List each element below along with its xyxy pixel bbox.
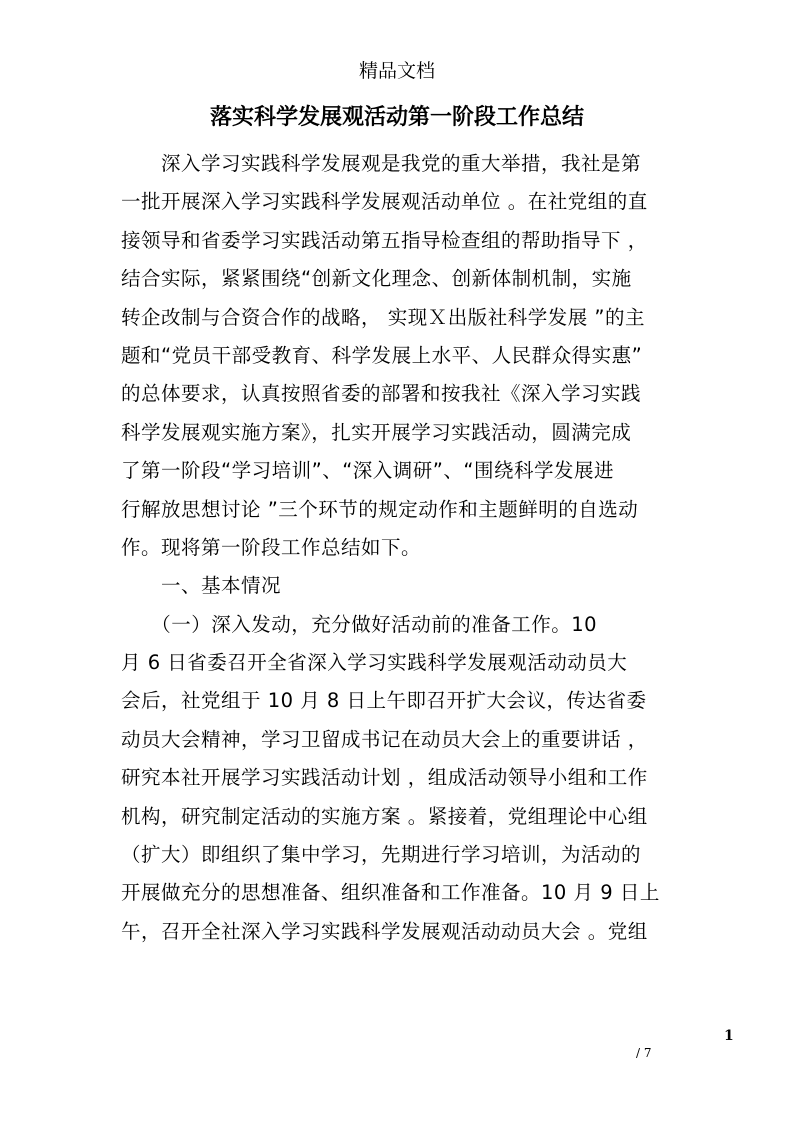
page-header: 精品文档 bbox=[358, 60, 435, 82]
body-line: 科学发展观实施方案》，扎实开展学习实践活动，圆满完成 bbox=[121, 420, 632, 444]
body-line: 题和“党员干部受教育、科学发展上水平、人民群众得实惠” bbox=[121, 343, 643, 367]
document-title: 落实科学发展观活动第一阶段工作总结 bbox=[209, 105, 584, 130]
body-line: 一批开展深入学习实践科学发展观活动单位 。在社党组的直 bbox=[121, 190, 648, 214]
body-line: 转企改制与合资合作的战略， 实现Ｘ出版社科学发展 ”的主 bbox=[121, 305, 645, 329]
body-line: 深入学习实践科学发展观是我党的重大举措，我社是第 bbox=[121, 152, 642, 175]
body-line: （扩大）即组织了集中学习，先期进行学习培训，为活动的 bbox=[121, 843, 642, 867]
body-line: 结合实际，紧紧围绕“创新文化理念、创新体制机制，实施 bbox=[121, 267, 632, 291]
section-heading: 一、基本情况 bbox=[121, 574, 282, 598]
body-line: 会后，社党组于 10 月 8 日上午即召开扩大会议，传达省委 bbox=[121, 689, 647, 713]
body-line: 行解放思想讨论 ”三个环节的规定动作和主题鲜明的自选动 bbox=[121, 497, 639, 521]
page-number: 1 bbox=[724, 1028, 734, 1044]
subsection-heading-line: （一）深入发动，充分做好活动前的准备工作。10 bbox=[121, 612, 598, 636]
body-line: 开展做充分的思想准备、组织准备和工作准备。10 月 9 日上 bbox=[121, 881, 660, 905]
document-body bbox=[121, 145, 681, 951]
body-line: 动员大会精神，学习卫留成书记在动员大会上的重要讲话 ， bbox=[121, 727, 648, 751]
body-line: 午，召开全社深入学习实践科学发展观活动动员大会 。党组 bbox=[121, 919, 648, 943]
body-line: 机构，研究制定活动的实施方案 。紧接着，党组理论中心组 bbox=[121, 804, 648, 828]
page-total: / 7 bbox=[636, 1046, 652, 1060]
body-line: 研究本社开展学习实践活动计划 ，组成活动领导小组和工作 bbox=[121, 766, 648, 790]
body-line: 了第一阶段“学习培训”、“深入调研”、“围绕科学发展进 bbox=[121, 459, 615, 483]
body-line: 接领导和省委学习实践活动第五指导检查组的帮助指导下 ， bbox=[121, 228, 648, 252]
body-line: 作。现将第一阶段工作总结如下。 bbox=[121, 535, 422, 559]
body-line: 的总体要求，认真按照省委的部署和按我社《深入学习实践 bbox=[121, 382, 642, 406]
body-line: 月 6 日省委召开全省深入学习实践科学发展观活动动员大 bbox=[121, 651, 628, 675]
